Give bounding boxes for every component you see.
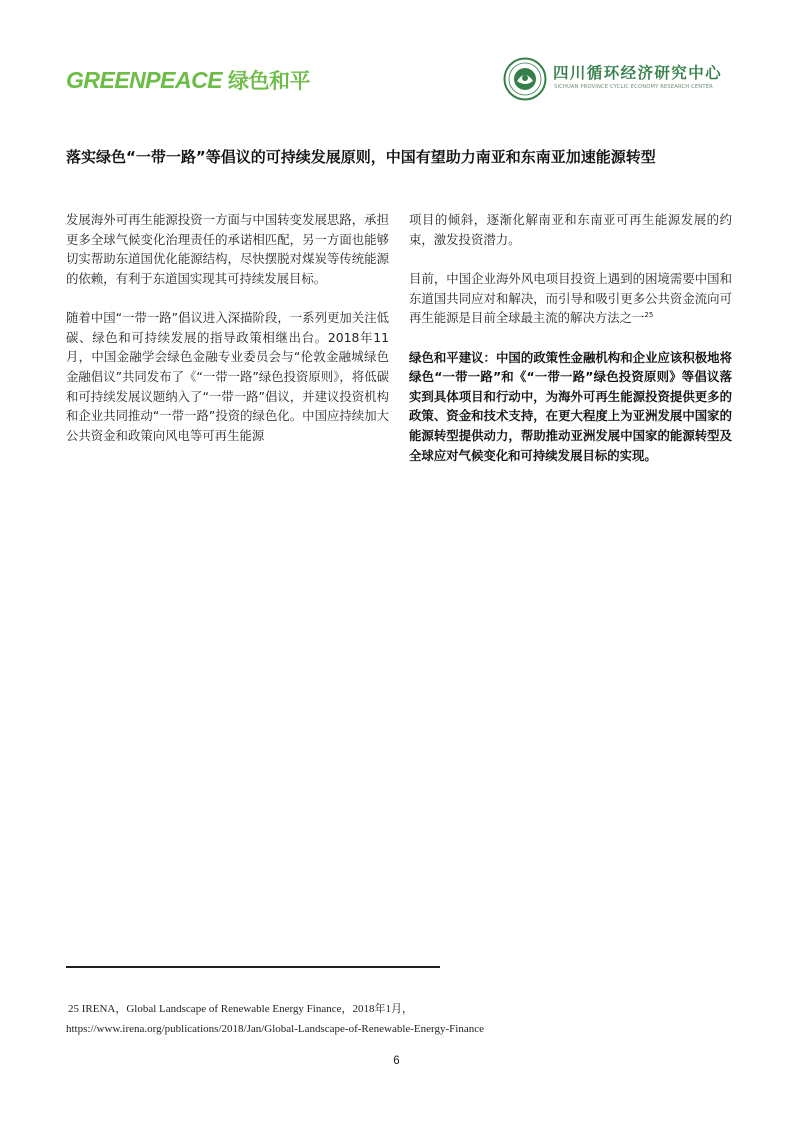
greenpeace-logo bbox=[66, 65, 310, 95]
body-column-right bbox=[409, 210, 732, 485]
body-column-left bbox=[66, 210, 389, 465]
greenpeace-logo-cn: 绿色和平 bbox=[228, 70, 311, 93]
footnote-url-link[interactable]: https://www.irena.org/publications/2018/Jan/Global-Landscape-of-Renewable-Energy-Finance bbox=[66, 1023, 484, 1035]
footnote bbox=[66, 999, 746, 1039]
paragraph: 随着中国“一带一路”倡议进入深描阶段，一系列更加关注低碳、绿色和可持续发展的指导政策相继出台。2018年11月，中国金融学会绿色金融专业委员会与“伦敦金融城绿色金融倡议”共同发布了《“一带一路”绿色投资原则》，将低碳和可持续发展议题纳入了“一带一路”倡议，并建议投资机构和企业共同推动“一带一路”投资的绿色化。中国应持续加大公共资金和政策向风电等可再生能源 bbox=[66, 310, 389, 443]
paragraph-text: 目前，中国企业海外风电项目投资上遇到的困境需要中国和东道国共同应对和解决，而引导和吸引更多公共资金流向可再生能源是目前全球最主流的解决方法之一 bbox=[409, 270, 732, 326]
recommendation-paragraph: 绿色和平建议：中国的政策性金融机构和企业应该积极地将绿色“一带一路”和《“一带一路”绿色投资原则》等倡议落实到具体项目和行动中，为海外可再生能源投资提供更多的政策、资金和技术支持，在更大程度上为亚洲发展中国家的能源转型提供动力，帮助推动亚洲发展中国家的能源转型及全球应对气候变化和可持续发展目标的实现。 bbox=[409, 349, 732, 463]
footnote-citation: 25 IRENA，Global Landscape of Renewable Energy Finance，2018年1月， bbox=[68, 1003, 413, 1015]
page-number: 6 bbox=[393, 1055, 400, 1067]
paragraph: 发展海外可再生能源投资一方面与中国转变发展思路，承担更多全球气候变化治理责任的承诺相匹配，另一方面也能够切实帮助东道国优化能源结构，尽快摆脱对煤炭等传统能源的依赖，有利于东道国实现其可持续发展目标。 bbox=[66, 212, 389, 286]
research-center-name-en: SICHUAN PROVINCE CYCLIC ECONOMY RESEARCH CENTER bbox=[554, 84, 713, 90]
footnote-divider bbox=[66, 966, 440, 968]
footnote-reference[interactable]: 25 bbox=[644, 311, 654, 320]
page-headline: 落实绿色“一带一路”等倡议的可持续发展原则，中国有望助力南亚和东南亚加速能源转型 bbox=[66, 148, 656, 166]
paragraph: 项目的倾斜，逐渐化解南亚和东南亚可再生能源发展的约束，激发投资潜力。 bbox=[409, 212, 732, 247]
greenpeace-logo-text: GREENPEACE bbox=[66, 67, 223, 93]
paragraph-with-footnote bbox=[409, 269, 732, 328]
research-center-seal-icon bbox=[503, 57, 547, 101]
research-center-name-cn: 四川循环经济研究中心 bbox=[553, 63, 723, 82]
